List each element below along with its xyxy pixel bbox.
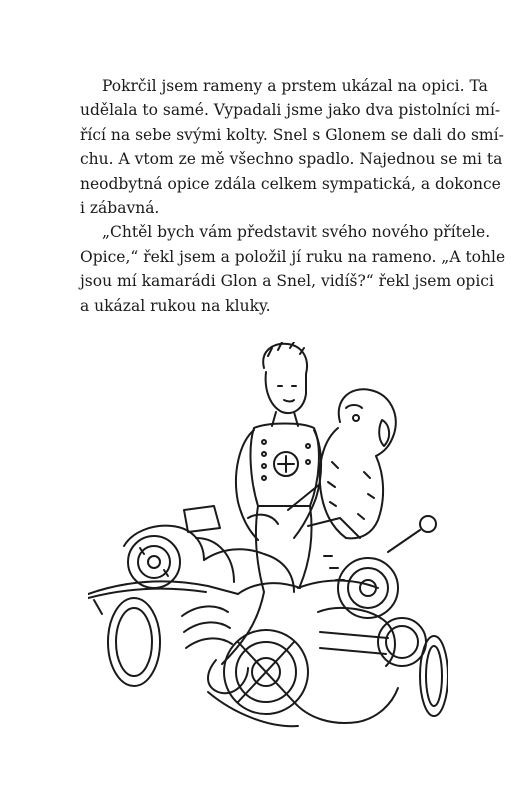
motorbike-body xyxy=(88,506,448,726)
text-line: Opice,“ řekl jsem a položil jí ruku na rameno. „A tohle xyxy=(80,247,506,266)
body-text xyxy=(80,74,506,318)
text-line: neodbytná opice zdála celkem sympatická, a dokonce xyxy=(80,174,501,193)
paragraph-2 xyxy=(80,220,506,318)
text-line: „Chtěl bych vám představit svého nového přítele. xyxy=(102,223,491,242)
text-line: Pokrčil jsem rameny a prstem ukázal na opici. Ta xyxy=(102,77,488,95)
motorbike-illustration xyxy=(88,342,448,752)
text-line: jsou mí kamarádi Glon a Snel, vidíš?“ řekl jsem opici xyxy=(80,272,494,291)
monkey-figure xyxy=(288,389,396,538)
text-line: udělala to samé. Vypadali jsme jako dva pistolníci mí- xyxy=(80,101,501,120)
text-line: a ukázal rukou na kluky. xyxy=(80,296,271,315)
paragraph-1 xyxy=(80,74,504,220)
text-line: řící na sebe svými kolty. Snel s Glonem se dali do smí- xyxy=(80,125,504,144)
text-line: chu. A vtom ze mě všechno spadlo. Najednou se mi ta xyxy=(80,150,503,169)
text-line: i zábavná. xyxy=(80,199,160,218)
